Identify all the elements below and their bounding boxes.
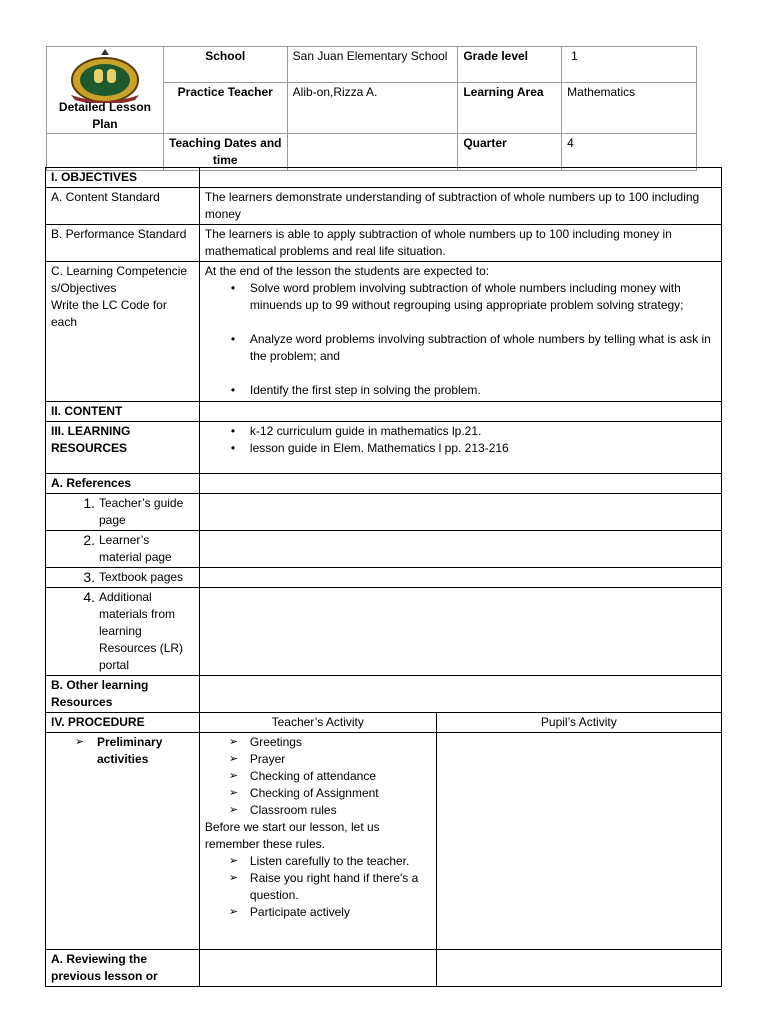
competencies-list: [205, 280, 716, 399]
list-item: ➢ Checking of Assignment: [205, 785, 431, 802]
grade-label: Grade level: [458, 47, 562, 83]
reference-number: 2.: [83, 532, 95, 548]
preliminary-list: [205, 734, 431, 819]
reference-label: Additional materials from learning Resources (LR) portal: [99, 590, 184, 672]
preliminary-label: ➢ Preliminary activities: [51, 734, 194, 768]
performance-standard-label: B. Performance Standard: [46, 225, 200, 262]
rules-list: [205, 853, 431, 921]
quarter-label: Quarter: [458, 134, 562, 171]
rules-intro: Before we start our lesson, let us remember these rules.: [204, 820, 380, 851]
list-item: ➢ Checking of attendance: [205, 768, 431, 785]
list-item: ➢ Listen carefully to the teacher.: [205, 853, 431, 870]
reference-number: 4.: [83, 589, 95, 605]
competencies-label-line2: Write the LC Code for each: [51, 298, 167, 329]
teacher-value: Alib-on,Rizza A.: [287, 83, 458, 134]
reference-label: Teacher’s guide page: [99, 496, 184, 527]
logo-cell: [47, 47, 164, 134]
teacher-label: Practice Teacher: [163, 83, 287, 134]
content-heading: II. CONTENT: [46, 402, 200, 422]
school-seal-logo: [65, 47, 145, 103]
reference-item: [46, 494, 200, 531]
teacher-activity-header: Teacher’s Activity: [199, 713, 436, 733]
objectives-heading: I. OBJECTIVES: [46, 168, 200, 188]
preliminary-label-cell: [46, 733, 200, 950]
references-heading: A. References: [46, 474, 200, 494]
list-item: ➢ Greetings: [205, 734, 431, 751]
list-item: • Analyze word problems involving subtraction of whole numbers by telling what is ask in the problem; and: [205, 331, 716, 365]
header-table: [46, 46, 697, 171]
school-value: San Juan Elementary School: [287, 47, 458, 83]
list-item: • lesson guide in Elem. Mathematics l pp. 213-216: [205, 440, 716, 457]
document-title: Detailed Lesson Plan: [58, 100, 151, 131]
learning-resources-heading: III. LEARNING RESOURCES: [46, 422, 200, 474]
list-item: ➢ Prayer: [205, 751, 431, 768]
reference-number: 1.: [83, 495, 95, 511]
area-value: Mathematics: [562, 83, 697, 134]
reference-item: [46, 531, 200, 568]
content-standard-label: A. Content Standard: [46, 188, 200, 225]
school-label: School: [163, 47, 287, 83]
reference-item: [46, 588, 200, 676]
competencies-intro: At the end of the lesson the students are expected to:: [204, 264, 490, 278]
competencies-text: [199, 262, 721, 402]
other-resources-heading: B. Other learning Resources: [46, 676, 200, 713]
list-item: ➢ Participate actively: [205, 904, 431, 921]
resources-list: [205, 423, 716, 457]
pupil-activity-header: Pupil’s Activity: [436, 713, 721, 733]
quarter-value: 4: [562, 134, 697, 171]
grade-value: 1: [562, 47, 697, 83]
list-item: • Solve word problem involving subtraction of whole numbers including money with minuends up to 99 without regrouping using appropriate problem solving strategy;: [205, 280, 716, 314]
procedure-heading: IV. PROCEDURE: [46, 713, 200, 733]
competencies-label: [46, 262, 200, 402]
area-label: Learning Area: [458, 83, 562, 134]
content-standard-text: The learners demonstrate understanding of subtraction of whole numbers up to 100 including money: [199, 188, 721, 225]
logo-cell-bottom: [47, 134, 164, 171]
reference-item: [46, 568, 200, 588]
reference-number: 3.: [83, 569, 95, 585]
dates-value: [287, 134, 458, 171]
list-item: ➢ Raise you right hand if there's a question.: [205, 870, 431, 904]
performance-standard-text: The learners is able to apply subtraction of whole numbers up to 100 including money in mathematical problems and real life situation.: [199, 225, 721, 262]
competencies-label-line1: C. Learning Competencies/Objectives: [51, 264, 188, 295]
pupil-activity-cell: [436, 733, 721, 950]
reference-label: Learner’s material page: [99, 533, 172, 564]
list-item: • Identify the first step in solving the problem.: [205, 382, 716, 399]
dates-label: Teaching Dates and time: [163, 134, 287, 171]
review-label: A. Reviewing the previous lesson or: [46, 950, 200, 987]
teacher-activity-cell: [199, 733, 436, 950]
list-item: • k-12 curriculum guide in mathematics lp.21.: [205, 423, 716, 440]
list-item: ➢ Classroom rules: [205, 802, 431, 819]
reference-label: Textbook pages: [99, 570, 184, 584]
lesson-plan-table: [45, 167, 722, 987]
